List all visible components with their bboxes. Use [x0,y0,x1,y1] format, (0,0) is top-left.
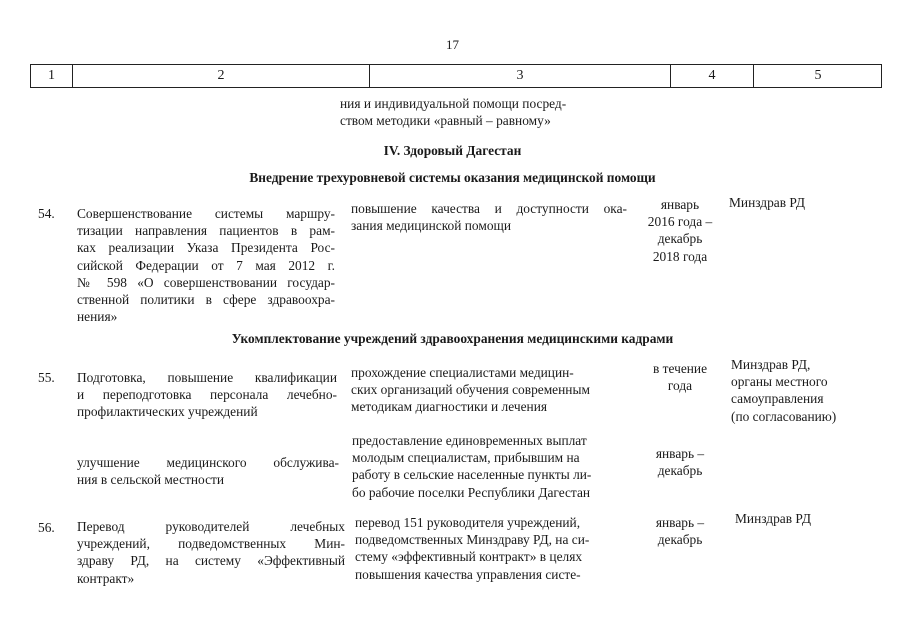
text-line: органы местного [731,374,828,390]
result-cell [352,432,628,501]
period-cell [632,514,728,548]
measure-cell [77,369,337,421]
row-number: 55. [38,370,55,385]
subsection-title: Внедрение трехуровневой системы оказания медицинской помощи [249,170,656,185]
text-line: 2016 года – [647,214,713,230]
result-cell [355,514,617,583]
text-line: перевод 151 руководителя учреждений, [355,515,581,530]
text-line: (по согласованию) [731,408,837,424]
text-line: предоставление единовременных выплат [352,433,587,448]
text-line: ния в сельской местности [77,472,225,488]
period-cell [632,196,728,265]
executor-cell [731,356,901,425]
text-line: молодым специалистам, прибывшим на [352,450,580,466]
column-header-1: 1 [48,68,55,83]
text-line: повышение качества и доступности ока- [351,201,627,216]
measure-cell [77,454,339,488]
text-line: контракт» [77,570,135,586]
text-line: работу в сельские населенные пункты ли- [352,467,592,483]
section-title: IV. Здоровый Дагестан [383,143,522,158]
page-number: 17 [446,37,459,52]
text-line: улучшение медицинского обслужива- [77,455,339,470]
column-header-table [30,64,882,88]
result-cell [351,364,627,416]
text-line: тизации направления пациентов в рам- [77,223,335,239]
row-number: 54. [38,206,55,221]
text-line: самоуправления [731,391,824,407]
text-line: ках реализации Указа Президента Рос- [77,240,335,256]
text-line: зания медицинской помощи [351,218,512,234]
text-line: стему «эффективный контракт» в целях [355,549,583,565]
column-header-4: 4 [708,68,716,83]
period-cell [632,360,728,394]
text-line: Минздрав РД [735,511,811,526]
measure-cell [77,205,335,325]
text-line: декабрь [657,231,703,247]
text-line: года [667,378,693,394]
text-line: январь [660,197,700,212]
text-line: ственной политики в сфере здравоохра- [77,292,335,308]
text-line: 2018 года [652,248,708,264]
text-line: декабрь [657,532,703,548]
text-line: профилактических учреждений [77,404,258,420]
text-line: Совершенствование системы маршру- [77,206,335,221]
text-line: Подготовка, повышение квалификации [77,370,337,385]
text-line: декабрь [657,463,703,479]
text-line: Перевод руководителей лечебных [77,519,345,534]
text-line: повышения качества управления систе- [355,566,581,582]
column-header-2: 2 [217,68,225,83]
text-line: нения» [77,309,118,325]
continuation-line: ния и индивидуальной помощи посред- [340,96,567,111]
period-cell [632,445,728,479]
continuation-line: ством методики «равный – равному» [340,113,551,129]
text-line: ских организаций обучения современным [351,382,590,398]
executor-cell [735,510,885,527]
continuation-text [340,95,630,129]
row-number: 56. [38,520,55,535]
text-line: подведомственных Минздраву РД, на си- [355,532,590,548]
text-line: и переподготовка персонала лечебно- [77,387,337,403]
text-line: бо рабочие поселки Республики Дагестан [352,484,591,500]
executor-cell [729,194,879,211]
text-line: методикам диагностики и лечения [351,399,548,415]
text-line: Минздрав РД, [731,357,811,372]
text-line: в течение [652,361,708,376]
text-line: Минздрав РД [729,195,805,210]
text-line: здраву РД, на систему «Эффективный [77,553,345,569]
text-line: январь – [655,446,705,461]
text-line: январь – [655,515,705,530]
text-line: сийской Федерации от 7 мая 2012 г. [77,257,335,273]
result-cell [351,200,627,234]
measure-cell [77,518,345,587]
column-header-5: 5 [814,68,822,83]
text-line: прохождение специалистами медицин- [351,365,574,380]
subsection-title: Укомплектование учреждений здравоохранения медицинскими кадрами [231,331,674,346]
text-line: № 598 «О совершенствовании государ- [77,274,335,290]
column-header-3: 3 [516,68,524,83]
text-line: учреждений, подведомственных Мин- [77,536,345,552]
